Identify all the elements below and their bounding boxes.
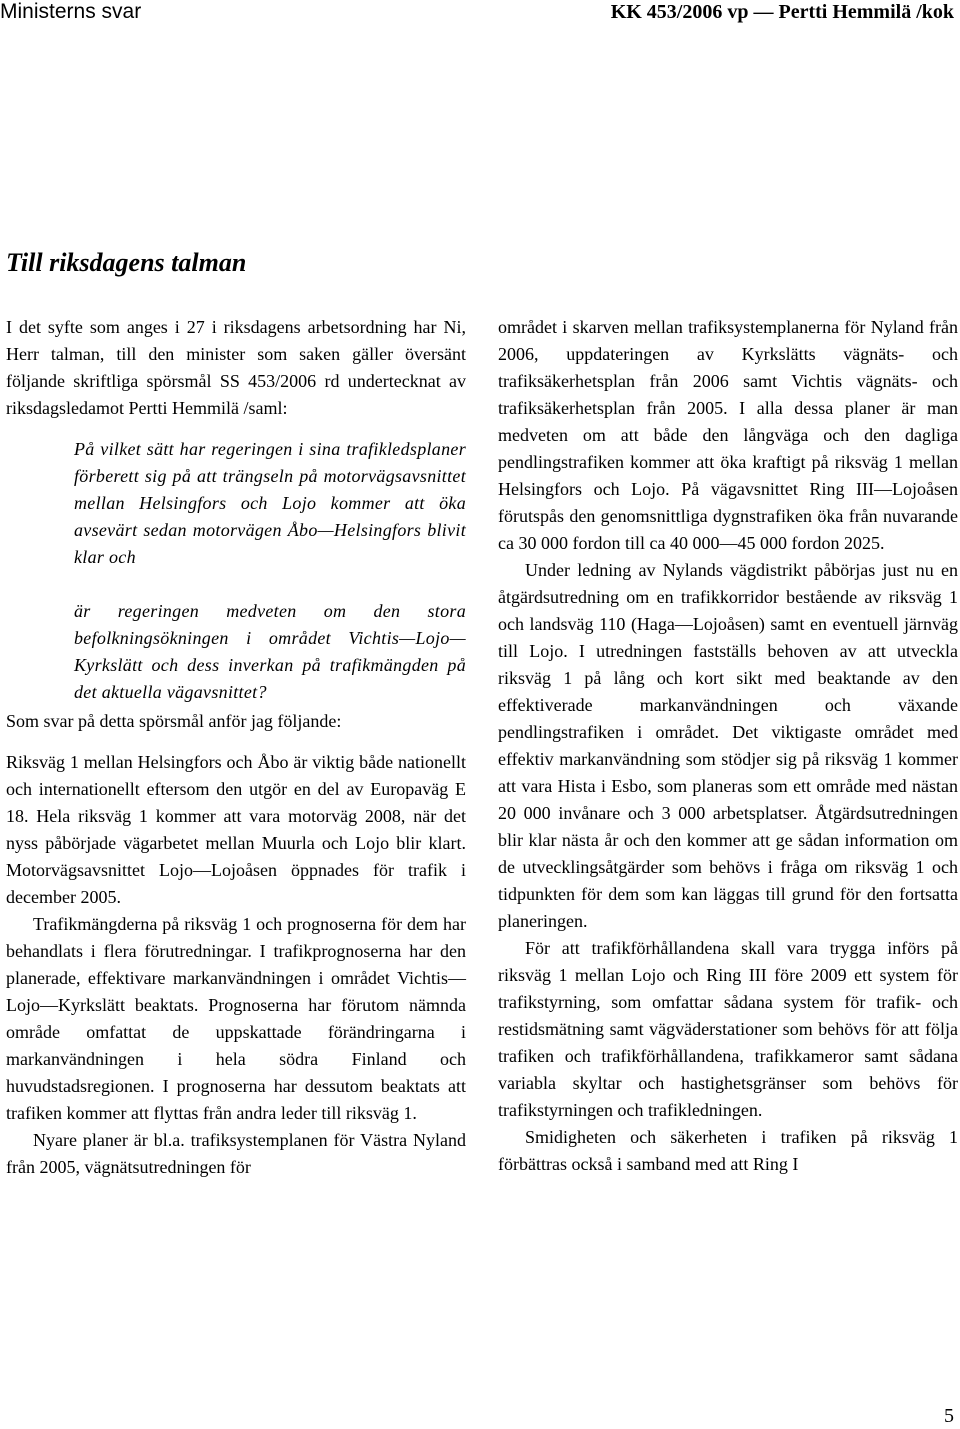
body-paragraph: Trafikmängderna på riksväg 1 och prognoserna för dem har behandlats i flera förutredningar. I trafikprognoserna har den planerade, effektivare markanvändningen i området Vichtis—Lojo—Kyrkslätt beaktats. Prognoserna har förutom nämnda område omfattat de uppskattade förändringarna i markanvändningen i hela södra Finland och huvudstadsregionen. I prognoserna har dessutom beaktats att trafiken kommer att flyttas från andra leder till riksväg 1. [6, 914, 466, 1123]
body-paragraph: Nyare planer är bl.a. trafiksystemplanen för Västra Nyland från 2005, vägnätsutredningen för [6, 1130, 466, 1177]
body-paragraph: Riksväg 1 mellan Helsingfors och Åbo är viktig både nationellt och internationellt eftersom den utgör en del av Europaväg E 18. Hela riksväg 1 kommer att vara motorväg 2008, när det nyss påbörjade vägarbetet mellan Muurla och Lojo blir klart. Motorvägsavsnittet Lojo—Lojoåsen öppnades för trafik i december 2005. [6, 752, 466, 907]
body-paragraph: Smidigheten och säkerheten i trafiken på riksväg 1 förbättras också i samband med att Ring I [498, 1127, 958, 1174]
body-paragraph: För att trafikförhållandena skall vara trygga införs på riksväg 1 mellan Lojo och Ring III före 2009 ett system för trafikstyrning, som omfattar sådana system för trafik- och restidsmätning samt vägväderstationer som behövs för att följa trafiken och trafikförhållandena, trafikkameror samt sådana variabla skyltar och hastighetsgränser som behövs för trafikstyrningen och trafikledningen. [498, 938, 958, 1120]
question-paragraph-1: På vilket sätt har regeringen i sina trafikledsplaner förberett sig på att trängseln på motorvägsavsnittet mellan Helsingfors och Lojo kommer att öka avsevärt sedan motorvägen Åbo—Helsingfors blivit klar och [74, 439, 466, 567]
body-paragraph: Under ledning av Nylands vägdistrikt påbörjas just nu en åtgärdsutredning om en trafikkorridor bestående av riksväg 1 och landsväg 110 (Haga—Lojoåsen) samt en eventuell järnväg till Lojo. I utredningen fastställs behoven av att utveckla riksväg 1 på lång och kort sikt med beaktande av den effektiverade markanvändningen och växande pendlingstrafiken i området. Det viktigaste området med effektiv markanvändning som stödjer sig på riksväg 1 kommer att vara Hista i Esbo, som planeras som ett område med nästan 20 000 invånare och 3 000 arbetsplatser. Åtgärdsutredningen blir klar nästa år och den kommer att ge sådan information om de utvecklingsåtgärder som behövs i fråga om riksväg 1 och tidpunkten för dem som kan läggas till grund för den fortsatta planeringen. [498, 560, 958, 931]
running-header-right: KK 453/2006 vp — Pertti Hemmilä /kok [610, 1, 954, 23]
intro-paragraph: I det syfte som anges i 27 i riksdagens arbetsordning har Ni, Herr talman, till den minister som saken gäller översänt följande skriftliga spörsmål SS 453/2006 rd undertecknat av riksdagsledamot Pertti Hemmilä /saml: [6, 317, 466, 418]
page-number: 5 [944, 1405, 954, 1427]
running-header-left: Ministerns svar [0, 0, 142, 23]
question-paragraph-2: är regeringen medveten om den stora befolkningsökningen i området Vichtis—Lojo—Kyrkslätt och dess inverkan på trafikmängden på det aktuella vägavsnittet? [74, 601, 466, 702]
right-column [498, 314, 958, 1178]
body-paragraph: området i skarven mellan trafiksystemplanerna för Nyland från 2006, uppdateringen av Kyrkslätts vägnäts- och trafiksäkerhetsplan från 2006 samt Vichtis vägnäts- och trafiksäkerhetsplan från 2005. I alla dessa planer är man medveten om att både den långväga och den dagliga pendlingstrafiken kommer att öka kraftigt på riksväg 1 mellan Helsingfors och Lojo. På vägavsnittet Ring III—Lojoåsen förutspås den genomsnittliga dygnstrafiken öka från nuvarande ca 30 000 fordon till ca 40 000—45 000 fordon 2025. [498, 317, 958, 553]
question-block [6, 422, 466, 708]
salutation-heading: Till riksdagens talman [6, 248, 247, 277]
left-column [6, 314, 466, 1181]
question-quote [74, 436, 466, 706]
answer-intro: Som svar på detta spörsmål anför jag följande: [6, 711, 342, 731]
